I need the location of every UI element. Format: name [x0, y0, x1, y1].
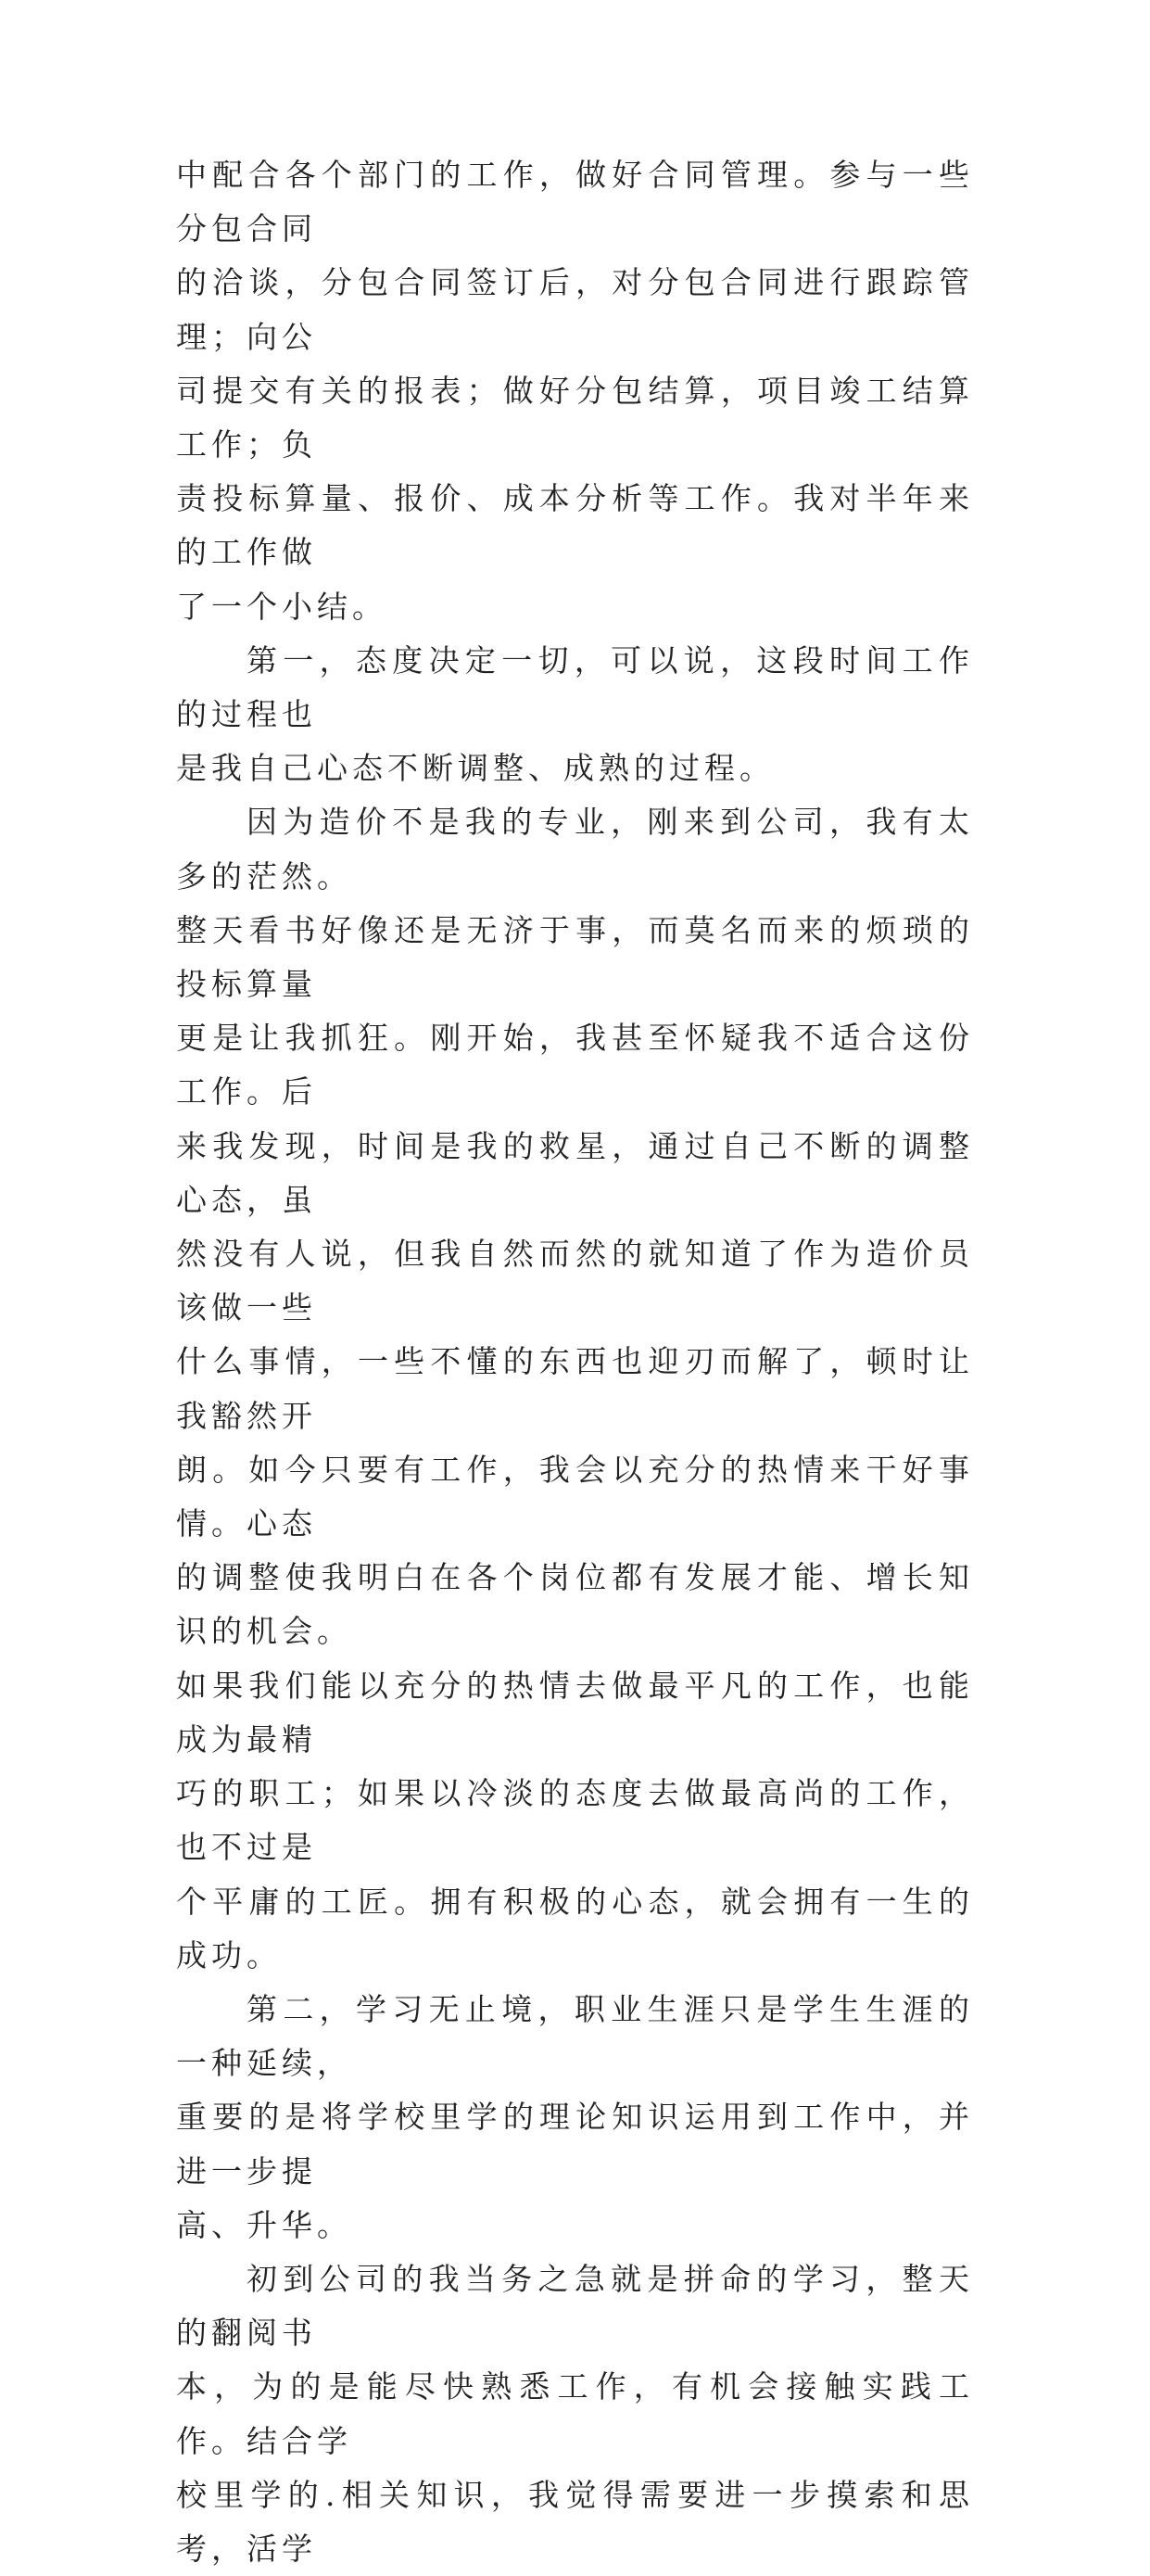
text-line: 本，为的是能尽快熟悉工作，有机会接触实践工作。结合学 [176, 2368, 974, 2459]
text-line: 第二，学习无止境，职业生涯只是学生生涯的一种延续， [176, 1990, 974, 2082]
text-line: 的洽谈，分包合同签订后，对分包合同进行跟踪管理；向公 [176, 264, 974, 355]
text-line: 责投标算量、报价、成本分析等工作。我对半年来的工作做 [176, 480, 974, 571]
text-line: 司提交有关的报表；做好分包结算，项目竣工结算工作；负 [176, 372, 974, 463]
text-line: 什么事情，一些不懂的东西也迎刃而解了，顿时让我豁然开 [176, 1343, 974, 1434]
text-line: 更是让我抓狂。刚开始，我甚至怀疑我不适合这份工作。后 [176, 1020, 974, 1110]
text-line: 个平庸的工匠。拥有积极的心态，就会拥有一生的成功。 [176, 1883, 974, 1973]
paragraph-3 [176, 795, 974, 1982]
text-line: 了一个小结。 [176, 588, 387, 625]
text-line: 的调整使我明白在各个岗位都有发展才能、增长知识的机会。 [176, 1559, 974, 1650]
paragraph-1 [176, 148, 974, 634]
text-line: 巧的职工；如果以冷淡的态度去做最高尚的工作，也不过是 [176, 1775, 974, 1866]
text-line: 朗。如今只要有工作，我会以充分的热情来干好事情。心态 [176, 1451, 974, 1542]
text-line: 是我自己心态不断调整、成熟的过程。 [176, 750, 775, 787]
text-line: 初到公司的我当务之急就是拼命的学习，整天的翻阅书 [176, 2260, 974, 2352]
paragraph-2 [176, 634, 974, 796]
text-line: 第一，态度决定一切，可以说，这段时间工作的过程也 [176, 641, 974, 733]
text-line: 整天看书好像还是无济于事，而莫名而来的烦琐的投标算量 [176, 911, 974, 1003]
text-line: 重要的是将学校里学的理论知识运用到工作中，并进一步提 [176, 2099, 974, 2189]
paragraph-5 [176, 2252, 974, 2576]
text-line: 校里学的.相关知识，我觉得需要进一步摸索和思考，活学 [176, 2476, 974, 2567]
text-line: 如果我们能以充分的热情去做最平凡的工作，也能成为最精 [176, 1667, 974, 1758]
text-line: 中配合各个部门的工作，做好合同管理。参与一些分包合同 [176, 157, 974, 247]
text-line: 因为造价不是我的专业，刚来到公司，我有太多的茫然。 [176, 804, 974, 895]
document-body [176, 148, 974, 2576]
text-line: 然没有人说，但我自然而然的就知道了作为造价员该做一些 [176, 1236, 974, 1326]
text-line: 高、升华。 [176, 2206, 352, 2243]
paragraph-4 [176, 1983, 974, 2252]
text-line: 来我发现，时间是我的救星，通过自己不断的调整心态，虽 [176, 1127, 974, 1218]
